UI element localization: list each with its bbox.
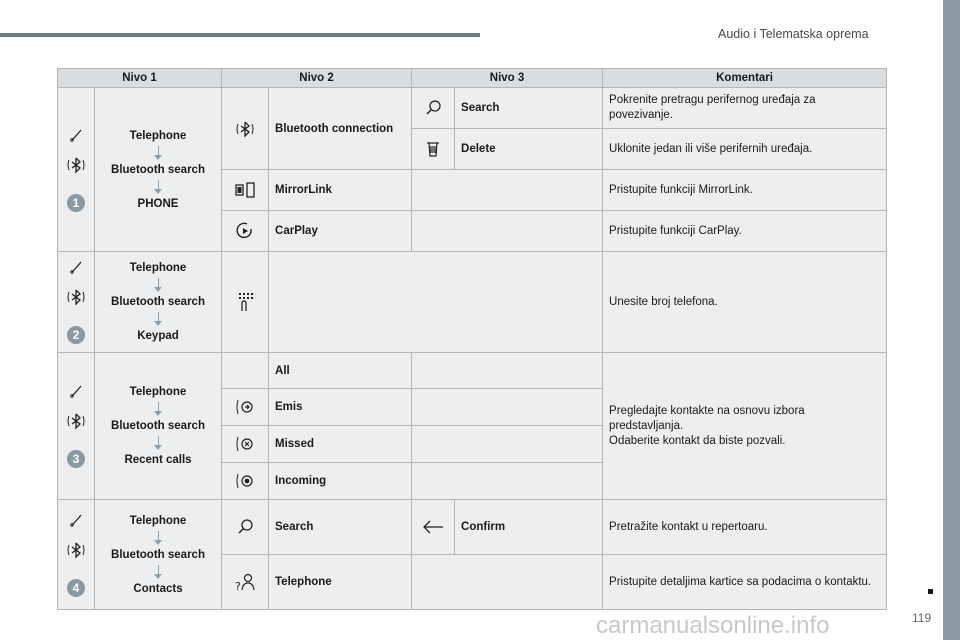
level3-label: Confirm — [455, 500, 603, 555]
arrow-down-icon — [158, 402, 159, 411]
page-edge-strip — [943, 0, 960, 640]
step-badge: 1 — [67, 194, 85, 212]
empty-cell — [222, 353, 269, 389]
table-header-row — [58, 69, 887, 88]
level1-item: Telephone — [129, 129, 187, 142]
level1-item: Telephone — [129, 386, 187, 398]
header-bar — [0, 33, 480, 37]
search-icon-cell — [222, 500, 269, 555]
arrow-down-icon — [158, 565, 159, 574]
level1-item: Contacts — [133, 582, 183, 595]
level3-label: Delete — [455, 129, 603, 170]
outgoing-call-icon — [234, 397, 256, 417]
level1-item: Telephone — [129, 262, 187, 274]
arrow-down-icon — [158, 146, 159, 155]
level2-label: Incoming — [269, 463, 412, 500]
bluetooth-phone-icon — [65, 286, 87, 308]
confirm-icon-cell — [412, 500, 455, 555]
col-header-level1: Nivo 1 — [58, 69, 222, 88]
level2-label: MirrorLink — [269, 170, 412, 211]
level1-item: Bluetooth search — [111, 548, 205, 561]
comment-cell: Pristupite funkciji MirrorLink. — [603, 170, 887, 211]
bluetooth-phone-icon — [65, 539, 87, 561]
svg-text:?: ? — [235, 580, 241, 593]
bluetooth-phone-icon — [65, 154, 87, 176]
step-badge: 4 — [67, 579, 85, 597]
table-row — [58, 353, 887, 389]
bluetooth-icon — [234, 118, 256, 140]
bullet-mark — [928, 589, 933, 594]
keypad-icon-cell — [222, 252, 269, 353]
mirrorlink-icon — [234, 181, 256, 199]
level1-item: Bluetooth search — [111, 296, 205, 308]
menu-table — [57, 68, 887, 610]
comment-cell: Uklonite jedan ili više perifernih uređaja. — [603, 129, 887, 170]
arrow-down-icon — [158, 531, 159, 540]
contact-details-icon — [234, 571, 256, 593]
col-header-comments: Komentari — [603, 69, 887, 88]
incoming-call-icon — [234, 471, 256, 491]
missed-call-icon — [234, 434, 256, 454]
carplay-icon-cell — [222, 211, 269, 252]
comment-cell: Pristupite funkciji CarPlay. — [603, 211, 887, 252]
col-header-level2: Nivo 2 — [222, 69, 412, 88]
level3-label: Search — [455, 88, 603, 129]
page-number: 119 — [912, 611, 932, 625]
level2-label: CarPlay — [269, 211, 412, 252]
arrow-down-icon — [158, 278, 159, 287]
empty-cell — [412, 353, 603, 389]
step-badge: 3 — [67, 450, 85, 468]
group3-level1 — [95, 353, 222, 500]
level2-label: Missed — [269, 426, 412, 463]
phone-handset-icon — [69, 384, 83, 398]
phone-handset-icon — [69, 513, 83, 527]
arrow-head — [154, 540, 162, 545]
level1-item: PHONE — [137, 197, 179, 210]
group2-level1 — [95, 252, 222, 353]
table-row — [58, 500, 887, 555]
comment-line: Odaberite kontakt da biste pozvali. — [609, 434, 786, 447]
empty-cell — [412, 463, 603, 500]
bluetooth-phone-icon — [65, 410, 87, 432]
arrow-head — [154, 155, 162, 160]
arrow-head — [154, 287, 162, 292]
search-icon — [424, 99, 442, 117]
arrow-head — [154, 189, 162, 194]
comment-cell: Pokrenite pretragu perifernog uređaja za povezivanje. — [603, 88, 887, 129]
empty-cell — [412, 426, 603, 463]
level1-item: Bluetooth search — [111, 163, 205, 176]
carplay-icon — [235, 221, 255, 241]
col-header-level3: Nivo 3 — [412, 69, 603, 88]
level1-item: Recent calls — [124, 454, 192, 466]
group4-icons — [58, 500, 95, 610]
section-title: Audio i Telematska oprema — [718, 27, 869, 41]
empty-cell — [412, 389, 603, 426]
back-arrow-icon — [421, 519, 445, 535]
group1-icons — [58, 88, 95, 252]
phone-handset-icon — [69, 128, 83, 142]
search-icon — [236, 518, 254, 536]
missed-icon-cell — [222, 426, 269, 463]
arrow-down-icon — [158, 312, 159, 321]
comment-cell — [603, 353, 887, 500]
delete-icon-cell — [412, 129, 455, 170]
watermark: carmanualsonline.info — [596, 612, 830, 639]
empty-cell — [412, 555, 603, 610]
arrow-head — [154, 411, 162, 416]
emis-icon-cell — [222, 389, 269, 426]
contact-icon-cell — [222, 555, 269, 610]
comment-line: Pregledajte kontakte na osnovu izbora predstavljanja. — [609, 404, 805, 432]
arrow-head — [154, 445, 162, 450]
mirrorlink-icon-cell — [222, 170, 269, 211]
arrow-head — [154, 321, 162, 326]
incoming-icon-cell — [222, 463, 269, 500]
bluetooth-connection-icon-cell — [222, 88, 269, 170]
empty-cell — [412, 170, 603, 211]
level1-item: Bluetooth search — [111, 420, 205, 432]
search-icon-cell — [412, 88, 455, 129]
level2-label: Bluetooth connection — [269, 88, 412, 170]
level2-label: Emis — [269, 389, 412, 426]
comment-cell: Pristupite detaljima kartice sa podacima o kontaktu. — [603, 555, 887, 610]
step-badge: 2 — [67, 326, 85, 344]
arrow-down-icon — [158, 180, 159, 189]
table-row — [58, 252, 887, 353]
level1-item: Telephone — [129, 514, 187, 527]
group1-level1 — [95, 88, 222, 252]
arrow-head — [154, 574, 162, 579]
phone-handset-icon — [69, 260, 83, 274]
table-row — [58, 88, 887, 129]
level1-item: Keypad — [137, 330, 179, 342]
empty-cell — [412, 211, 603, 252]
group2-icons — [58, 252, 95, 353]
group3-icons — [58, 353, 95, 500]
comment-cell: Pretražite kontakt u repertoaru. — [603, 500, 887, 555]
comment-cell: Unesite broj telefona. — [603, 252, 887, 353]
level2-label: Search — [269, 500, 412, 555]
keypad-icon — [235, 291, 255, 313]
level2-label: All — [269, 353, 412, 389]
group4-level1 — [95, 500, 222, 610]
empty-cell — [269, 252, 603, 353]
level2-label: Telephone — [269, 555, 412, 610]
arrow-down-icon — [158, 436, 159, 445]
trash-icon — [425, 140, 441, 158]
